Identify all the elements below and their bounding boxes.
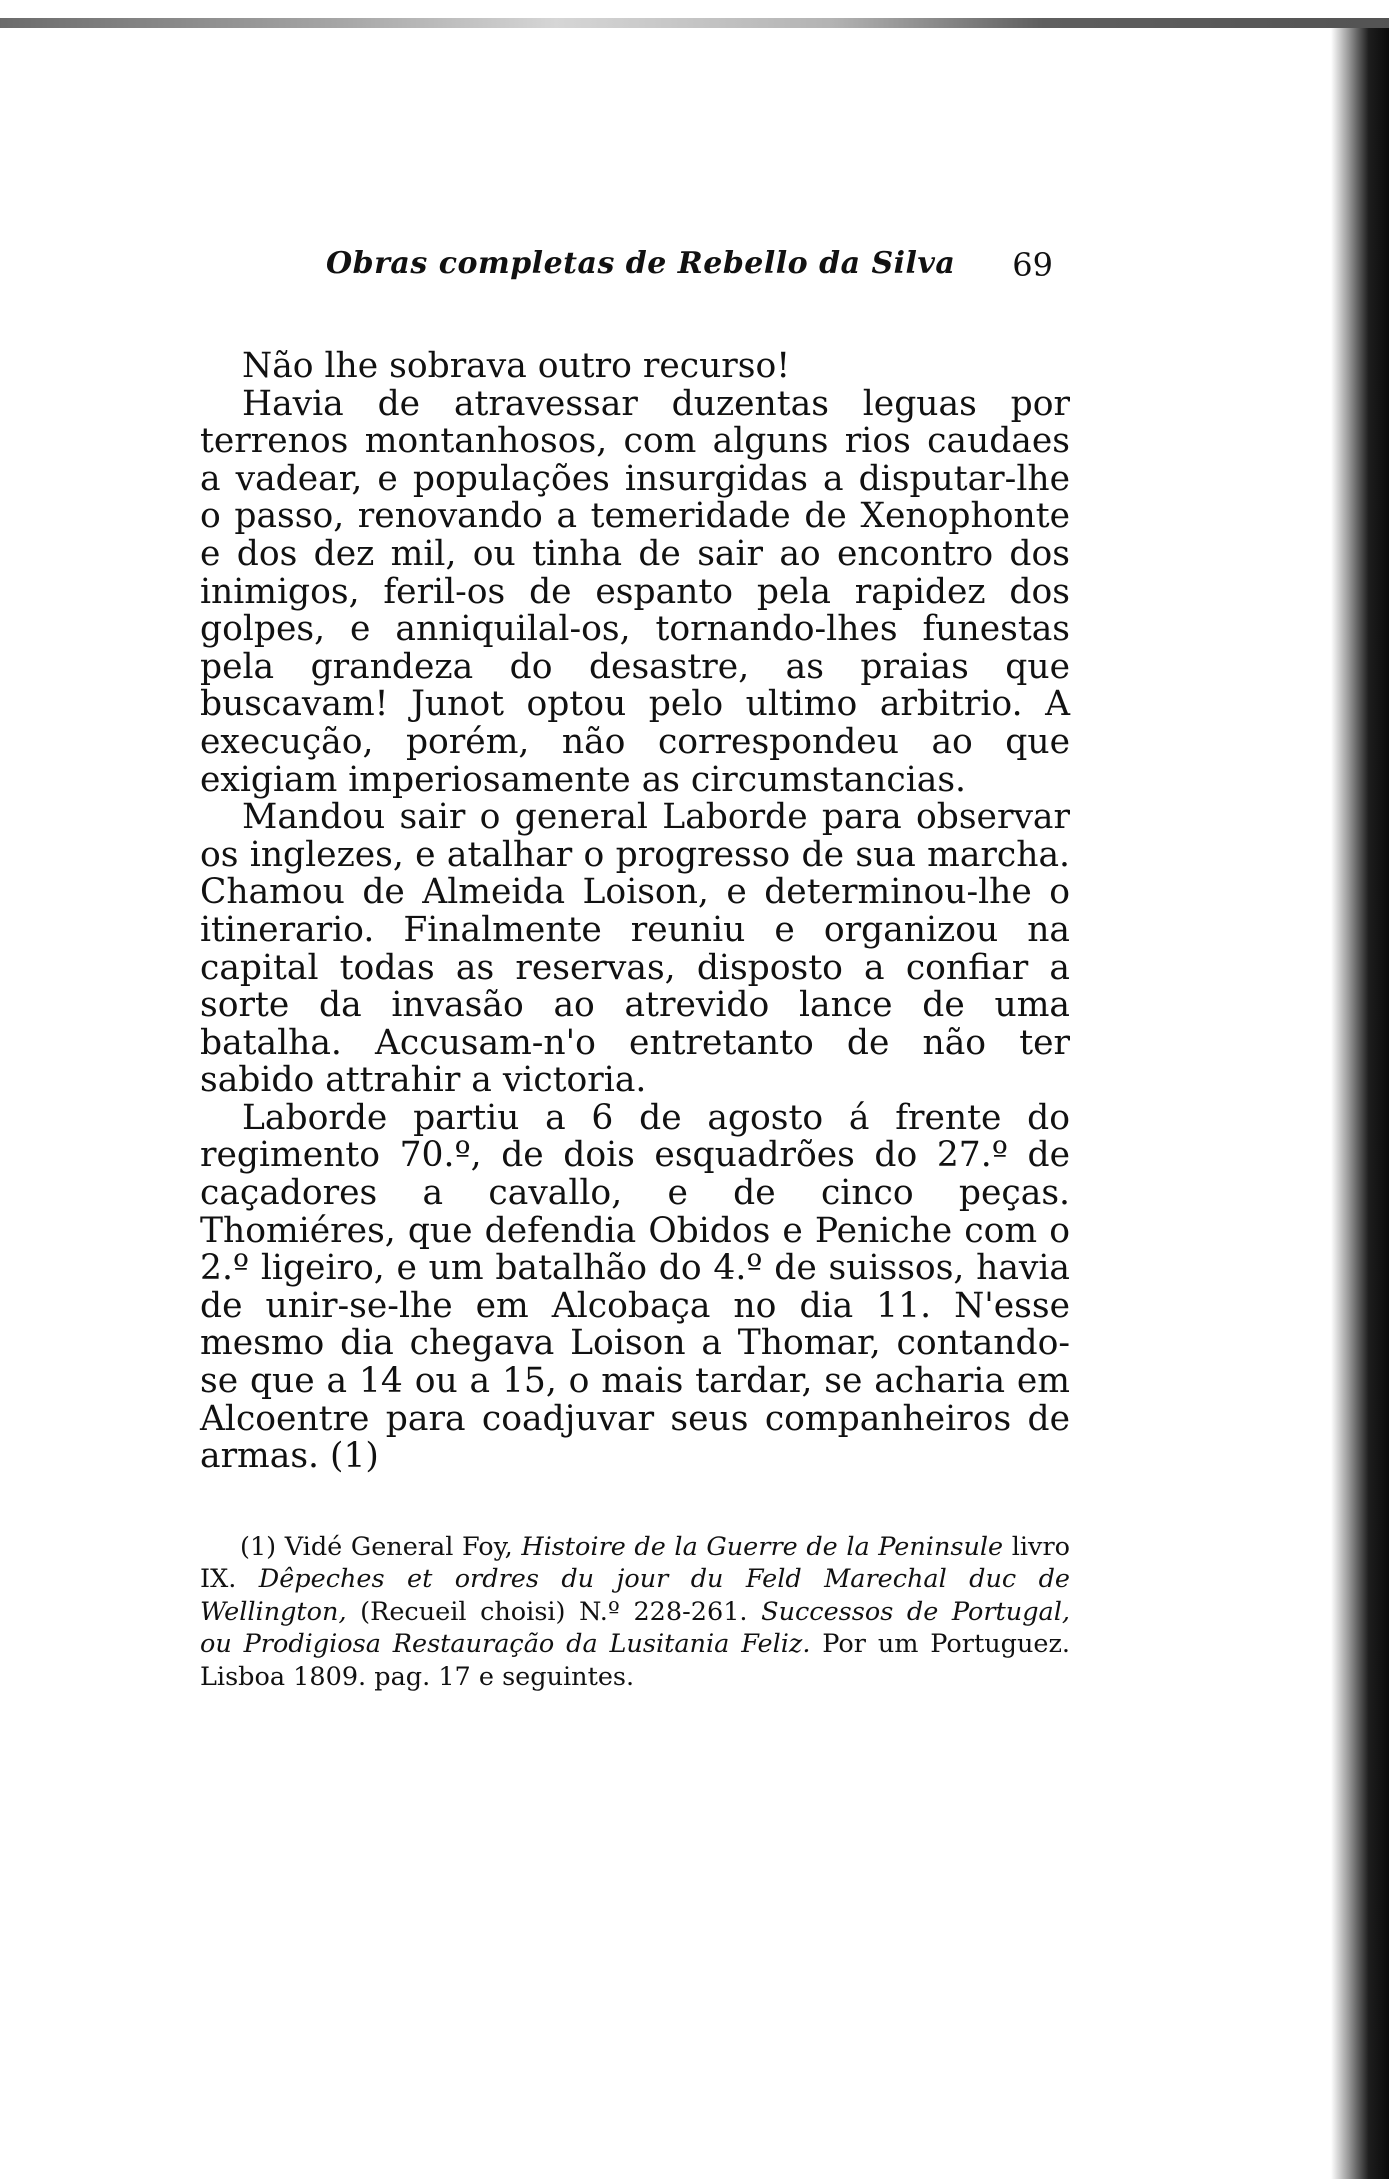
footnote-text: livro IX.: [200, 1531, 1070, 1595]
footnote-work-title: Successos de Portugal, ou Prodigiosa Restauração da Lusitania Feliz.: [200, 1596, 1070, 1660]
body-text: [200, 348, 1070, 1476]
footnote-text: Por um Portuguez. Lisboa 1809. pag. 17 e seguintes.: [200, 1629, 1070, 1692]
footnote-text: (Recueil choisi) N.º 228-261.: [360, 1596, 748, 1627]
footnote: [200, 1531, 1070, 1694]
footnote-work-title: Histoire de la Guerre de la Peninsule: [521, 1531, 1004, 1562]
footnote-marker: (1) Vidé General Foy,: [240, 1531, 513, 1562]
running-head: [200, 240, 1070, 300]
paragraph: Não lhe sobrava outro recurso!: [242, 346, 791, 386]
running-title: Obras completas de Rebello da Silva: [326, 246, 956, 281]
paragraph: Laborde partiu a 6 de agosto á frente do regimento 70.º, de dois esquadrões do 27.º de caçadores a cavallo, e de cinco peças. Thomiéres, que defendia Obidos e Peniche com o 2.º ligeiro, e um batalhão do 4.º de suissos, havia de unir-se-lhe em Alcobaça no dia 11. N'esse mesmo dia chegava Loison a Thomar, contando-se que a 14 ou a 15, o mais tardar, se acharia em Alcoentre para coadjuvar seus companheiros de armas. (1): [200, 1097, 1070, 1477]
book-page: [200, 240, 1070, 1693]
paragraph: Mandou sair o general Laborde para observar os inglezes, e atalhar o progresso de sua marcha. Chamou de Almeida Loison, e determinou-lhe o itinerario. Finalmente reuniu e organizou na capital todas as reservas, disposto a confiar a sorte da invasão ao atrevido lance de uma batalha. Accusam-n'o entretanto de não ter sabido attrahir a victoria.: [200, 797, 1070, 1101]
paragraph: Havia de atravessar duzentas leguas por terrenos montanhosos, com alguns rios caudaes a vadear, e populações insurgidas a disputar-lhe o passo, renovando a temeridade de Xenophonte e dos dez mil, ou tinha de sair ao encontro dos inimigos, feril-os de espanto pela rapidez dos golpes, e anniquilal-os, tornando-lhes funestas pela grandeza do desastre, as praias que buscavam! Junot optou pelo ultimo arbitrio. A execução, porém, não correspondeu ao que exigiam imperiosamente as circumstancias.: [200, 383, 1070, 800]
scan-edge-right: [1331, 28, 1389, 2179]
page-number: 69: [1012, 246, 1053, 284]
scan-edge-top: [0, 18, 1389, 28]
footnote-work-title: Dêpeches et ordres du jour du Feld Marechal duc de Wellington,: [200, 1564, 1071, 1627]
